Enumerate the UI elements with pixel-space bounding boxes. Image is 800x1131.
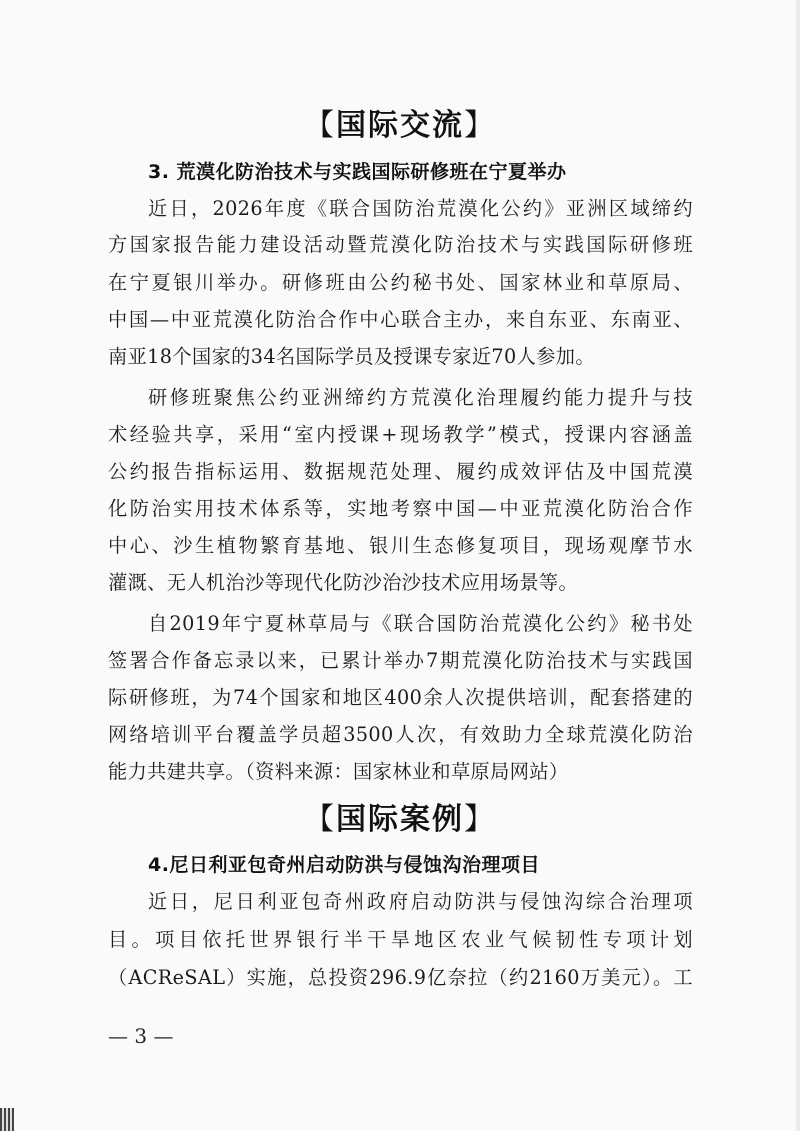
heading-bracket-close: 】 xyxy=(464,108,496,143)
paragraph-line: 近日，2026年度《联合国防治荒漠化公约》亚洲区域缔约 xyxy=(148,197,693,220)
paragraph-line: 目。项目依托世界银行半干旱地区农业气候韧性专项计划 xyxy=(108,928,693,951)
paragraph-line: 中国—中亚荒漠化防治合作中心联合主办，来自东亚、东南亚、 xyxy=(108,308,693,331)
paragraph-line: 南亚18个国家的34名国际学员及授课专家近70人参加。 xyxy=(108,345,595,368)
scan-edge-shadow xyxy=(796,0,800,1131)
paragraph-line: 签署合作备忘录以来，已累计举办7期荒漠化防治技术与实践国 xyxy=(108,649,693,672)
heading-bracket-close: 】 xyxy=(464,802,496,837)
paragraph-line: 方国家报告能力建设活动暨荒漠化防治技术与实践国际研修班 xyxy=(108,233,693,256)
heading-title: 国际交流 xyxy=(336,108,464,143)
section-heading-cases xyxy=(0,794,800,838)
page-number: — 3 — xyxy=(108,1024,174,1048)
heading-title: 国际案例 xyxy=(336,802,464,837)
heading-bracket-open: 【 xyxy=(304,802,336,837)
paragraph-line: （ACReSAL）实施，总投资296.9亿奈拉（约2160万美元）。工 xyxy=(108,966,693,989)
section-heading-exchange xyxy=(0,100,800,144)
paragraph-line: 灌溉、无人机治沙等现代化防沙治沙技术应用场景等。 xyxy=(108,571,579,594)
article-subheading-4: 4.尼日利亚包奇州启动防洪与侵蚀沟治理项目 xyxy=(148,854,540,876)
paragraph-line: 研修班聚焦公约亚洲缔约方荒漠化治理履约能力提升与技 xyxy=(148,386,693,409)
paragraph-line: 在宁夏银川举办。研修班由公约秘书处、国家林业和草原局、 xyxy=(108,271,693,294)
paragraph-line: 化防治实用技术体系等，实地考察中国—中亚荒漠化防治合作 xyxy=(108,497,693,520)
paragraph-line: 网络培训平台覆盖学员超3500人次，有效助力全球荒漠化防治 xyxy=(108,723,693,746)
paragraph-line: 术经验共享，采用“室内授课+现场教学”模式，授课内容涵盖 xyxy=(108,423,693,446)
paragraph-line: 近日，尼日利亚包奇州政府启动防洪与侵蚀沟综合治理项 xyxy=(148,890,693,913)
article-subheading-3: 3. 荒漠化防治技术与实践国际研修班在宁夏举办 xyxy=(148,161,567,183)
paragraph-line: 能力共建共享。（资料来源：国家林业和草原局网站） xyxy=(108,760,569,783)
binding-edge-mark xyxy=(0,1108,14,1131)
paragraph-line: 公约报告指标运用、数据规范处理、履约成效评估及中国荒漠 xyxy=(108,460,693,483)
paragraph-line: 际研修班，为74个国家和地区400余人次提供培训，配套搭建的 xyxy=(108,686,693,709)
paragraph-line: 中心、沙生植物繁育基地、银川生态修复项目，现场观摩节水 xyxy=(108,534,693,557)
paragraph-line: 自2019年宁夏林草局与《联合国防治荒漠化公约》秘书处 xyxy=(148,612,693,635)
heading-bracket-open: 【 xyxy=(304,108,336,143)
